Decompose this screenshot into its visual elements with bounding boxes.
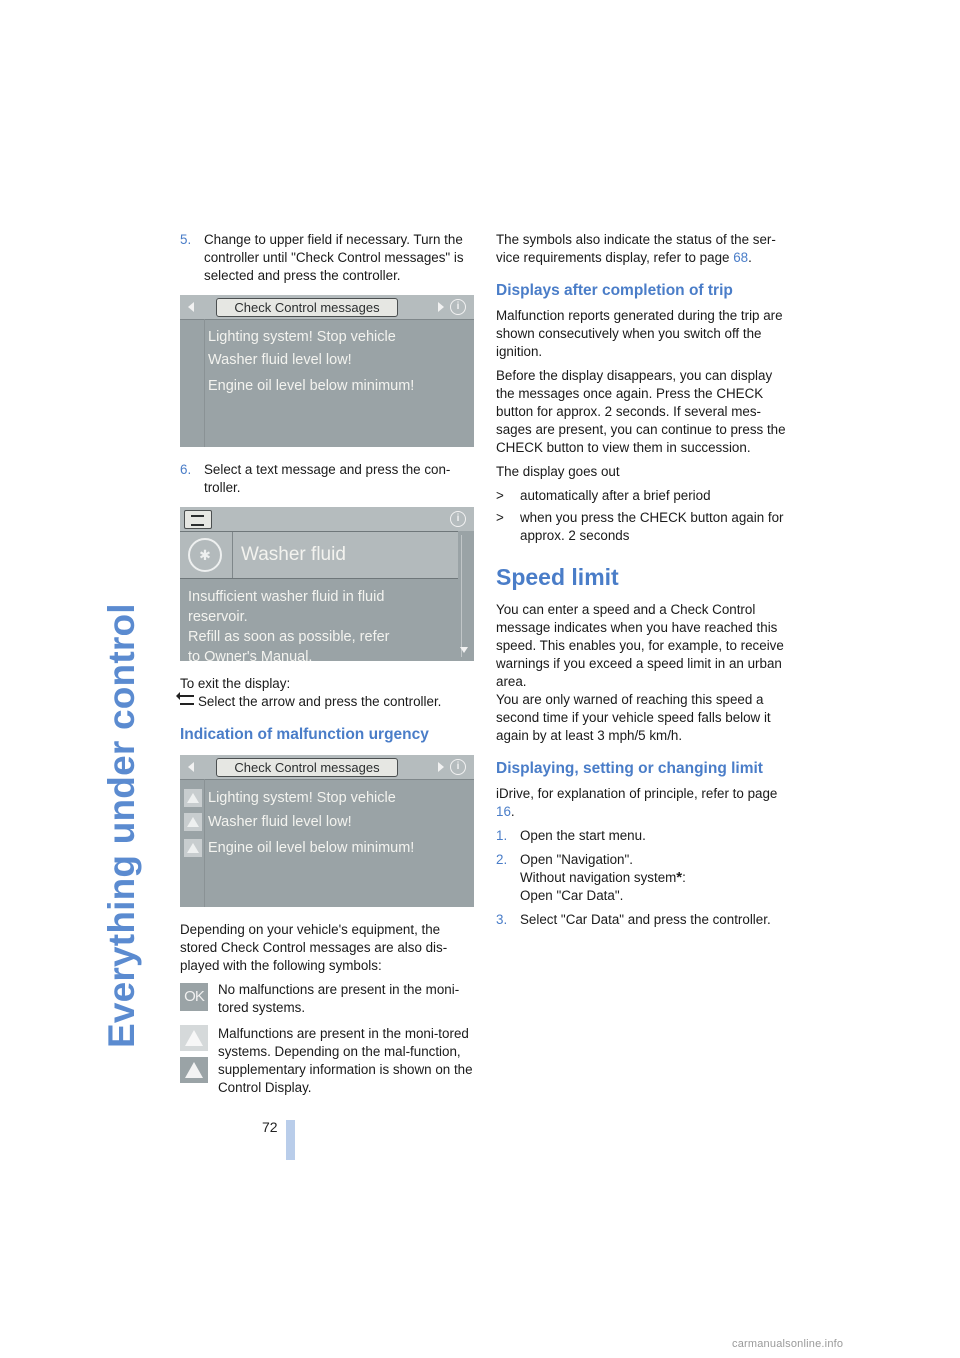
message-line: Washer fluid level low! bbox=[208, 352, 352, 368]
screen-top-bar bbox=[180, 755, 474, 780]
bullet-item: > when you press the CHECK button again for approx. 2 seconds bbox=[496, 510, 784, 543]
watermark: carmanualsonline.info bbox=[732, 1338, 844, 1350]
bullet-marker: > bbox=[496, 510, 504, 525]
option-star: * bbox=[676, 869, 683, 886]
arrow-left-icon bbox=[188, 302, 194, 312]
message-line: Lighting system! Stop vehicle bbox=[208, 329, 396, 345]
control-display-screen-1 bbox=[180, 295, 474, 447]
step-text: Change to upper field if necessary. Turn the controller until "Check Control messages" is selected and press the controller. bbox=[204, 232, 464, 283]
trip-paragraph-1: Malfunction reports generated during the trip are shown consecutively when you switch off the ignition. bbox=[496, 308, 783, 359]
page-marker-bar bbox=[286, 1120, 295, 1160]
control-display-screen-2 bbox=[180, 507, 474, 661]
limit-step-3: 3. Select "Car Data" and press the controller. bbox=[496, 912, 771, 927]
warning-triangle-dark-icon bbox=[180, 1057, 208, 1083]
bullet-item: > automatically after a brief period bbox=[496, 488, 711, 503]
screen-top-bar bbox=[180, 295, 474, 320]
left-column bbox=[180, 231, 474, 1105]
ok-symbol-row bbox=[180, 981, 474, 1017]
page-number: 72 bbox=[262, 1119, 278, 1135]
message-list bbox=[180, 780, 474, 860]
message-header bbox=[180, 531, 458, 579]
message-title: Washer fluid bbox=[232, 532, 346, 578]
heading-limit-settings: Displaying, setting or changing limit bbox=[496, 760, 763, 777]
message-body-line: Insufficient washer fluid in fluid bbox=[188, 589, 385, 605]
step-number: 6. bbox=[180, 462, 192, 477]
warning-triangle-icon bbox=[184, 789, 202, 807]
page-link-16[interactable]: 16 bbox=[496, 804, 511, 819]
trip-paragraph-2: Before the display disappears, you can display the messages once again. Press the CHECK button for approx. 2 seconds. If several mes-sages are present, you can continue to press the CHECK button to view them in succession. bbox=[496, 368, 786, 455]
check-control-tab: Check Control messages bbox=[216, 758, 398, 777]
back-button-icon bbox=[184, 510, 212, 529]
bullet-marker: > bbox=[496, 488, 504, 503]
symbols-intro: Depending on your vehicle's equipment, the stored Check Control messages are also dis-played with the following symbols: bbox=[180, 922, 448, 973]
warning-symbol-text: Malfunctions are present in the moni-tored systems. Depending on the mal-function, supplementary information is shown on the Control Display. bbox=[218, 1026, 473, 1095]
symbols-status-paragraph: The symbols also indicate the status of the ser-vice requirements display, refer to page 68. bbox=[496, 232, 776, 265]
ok-icon: OK bbox=[180, 983, 208, 1011]
message-row: Washer fluid level low! bbox=[180, 810, 474, 834]
check-control-tab: Check Control messages bbox=[216, 298, 398, 317]
message-body bbox=[180, 579, 474, 661]
idrive-reference: iDrive, for explanation of principle, refer to page 16. bbox=[496, 786, 778, 819]
speed-paragraph: You can enter a speed and a Check Control message indicates when you have reached this speed. This enables you, for example, to receive warnings if you exceed a speed limit in an urban area. You are only warned of reaching this speed a second time if your vehicle speed falls below it again by at least 3 mph/5 km/h. bbox=[496, 602, 784, 743]
back-arrow-icon bbox=[180, 695, 194, 705]
warning-triangle-light-icon bbox=[180, 1025, 208, 1051]
display-goes-out: The display goes out bbox=[496, 464, 620, 479]
arrow-right-icon bbox=[438, 302, 444, 312]
page-link-68[interactable]: 68 bbox=[733, 250, 749, 265]
step-number: 5. bbox=[180, 232, 192, 247]
warning-triangle-icon bbox=[184, 839, 202, 857]
message-body-line: to Owner's Manual. bbox=[188, 649, 313, 661]
message-row: Lighting system! Stop vehicle bbox=[180, 786, 474, 810]
step-6 bbox=[180, 461, 474, 497]
warning-symbol-row bbox=[180, 1025, 474, 1097]
arrow-right-icon bbox=[438, 762, 444, 772]
step-5 bbox=[180, 231, 474, 285]
scrollbar bbox=[461, 535, 470, 657]
right-column bbox=[496, 231, 790, 935]
message-body-line: reservoir. bbox=[188, 609, 248, 625]
exit-instruction: To exit the display: Select the arrow and press the controller. bbox=[180, 676, 442, 709]
ok-symbol-text: No malfunctions are present in the moni-tored systems. bbox=[218, 982, 460, 1015]
control-display-screen-3 bbox=[180, 755, 474, 907]
message-body-line: Refill as soon as possible, refer bbox=[188, 629, 390, 645]
heading-displays-after-trip: Displays after completion of trip bbox=[496, 282, 733, 299]
heading-malfunction-urgency: Indication of malfunction urgency bbox=[180, 726, 429, 743]
screen-top-bar bbox=[180, 507, 474, 531]
message-row: Engine oil level below minimum! bbox=[180, 836, 474, 860]
scroll-down-icon bbox=[460, 647, 468, 653]
message-list bbox=[180, 320, 474, 398]
info-icon: i bbox=[450, 299, 466, 315]
limit-step-1: 1. Open the start menu. bbox=[496, 828, 646, 843]
info-icon: i bbox=[450, 511, 466, 527]
heading-speed-limit: Speed limit bbox=[496, 564, 619, 590]
limit-step-2: 2. Open "Navigation". Without navigation system*: Open "Car Data". bbox=[496, 852, 686, 903]
info-icon: i bbox=[450, 759, 466, 775]
section-side-title: Everything under control bbox=[101, 603, 142, 1048]
warning-triangle-icon bbox=[184, 813, 202, 831]
arrow-left-icon bbox=[188, 762, 194, 772]
step-text: Select a text message and press the con-troller. bbox=[204, 462, 451, 495]
message-line: Engine oil level below minimum! bbox=[208, 378, 415, 394]
washer-fluid-icon: ✱ bbox=[188, 538, 222, 572]
